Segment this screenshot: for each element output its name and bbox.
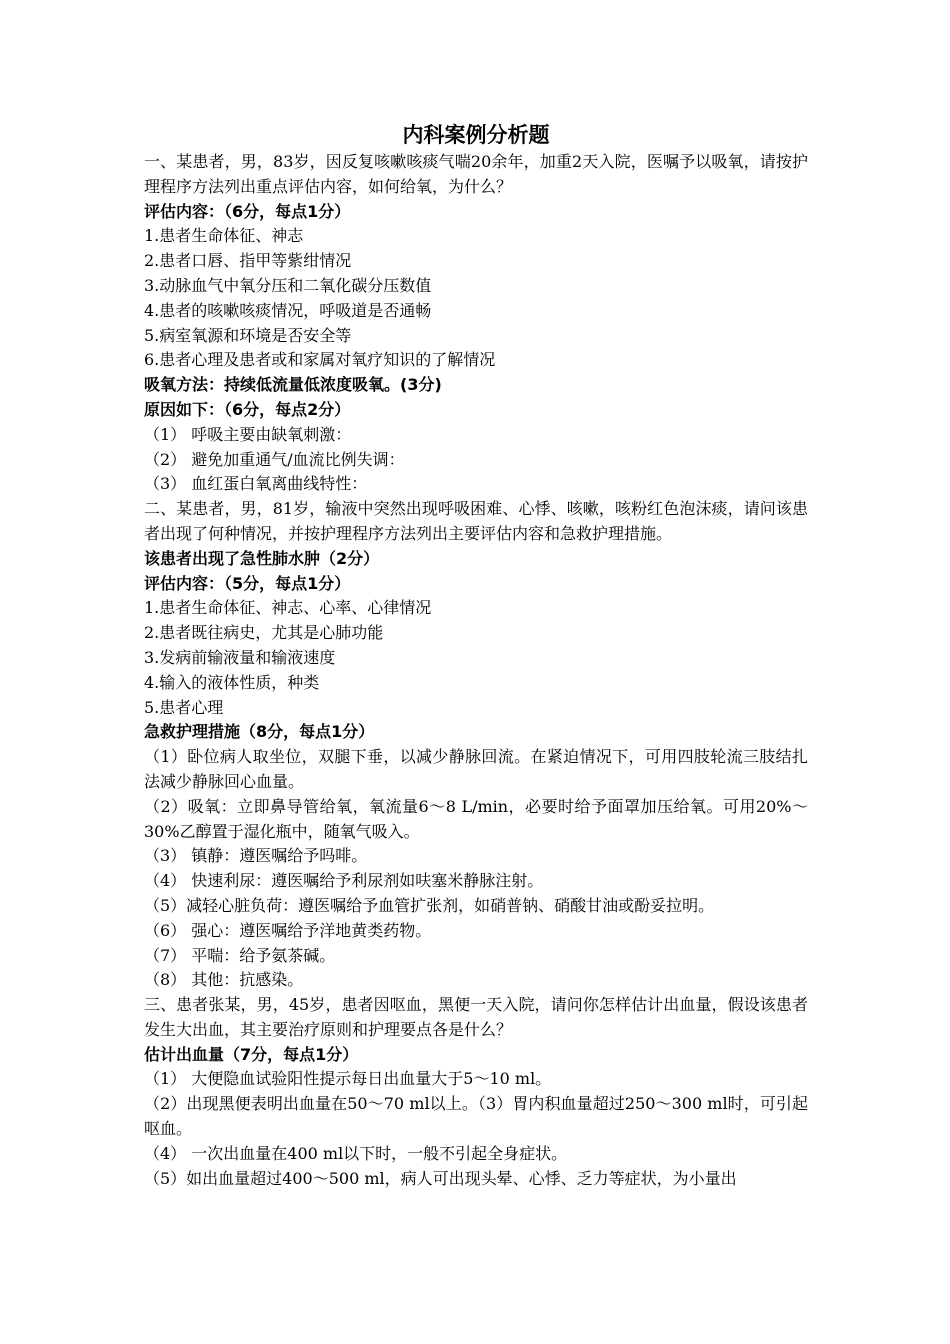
- text-line: 二、某患者，男，81岁，输液中突然出现呼吸困难、心悸、咳嗽，咳粉红色泡沫痰，请问该患者出现了何种情况，并按护理程序方法列出主要评估内容和急救护理措施。: [144, 499, 808, 543]
- text-line: 1.患者生命体征、神志: [144, 226, 304, 246]
- text-line: 3.动脉血气中氧分压和二氧化碳分压数值: [144, 275, 432, 295]
- document-body: [144, 150, 808, 1191]
- text-line: （8） 其他：抗感染。: [144, 970, 304, 990]
- text-line: 5.病室氧源和环境是否安全等: [144, 325, 352, 345]
- text-line: （5）减轻心脏负荷：遵医嘱给予血管扩张剂，如硝普钠、硝酸甘油或酚妥拉明。: [144, 895, 715, 915]
- text-line: （6） 强心：遵医嘱给予洋地黄类药物。: [144, 920, 432, 940]
- text-line: （3） 镇静：遵医嘱给予吗啡。: [144, 846, 368, 866]
- text-line: （1） 大便隐血试验阳性提示每日出血量大于5～10 ml。: [144, 1069, 552, 1089]
- text-line: （1） 呼吸主要由缺氧刺激：: [144, 424, 352, 444]
- text-line: 2.患者既往病史，尤其是心肺功能: [144, 623, 384, 643]
- text-line: （5）如出血量超过400～500 ml，病人可出现头晕、心悸、乏力等症状，为小量出: [144, 1168, 737, 1188]
- text-line: 4.输入的液体性质，种类: [144, 672, 320, 692]
- text-line: 4.患者的咳嗽咳痰情况，呼吸道是否通畅: [144, 300, 432, 320]
- text-line: 5.患者心理: [144, 697, 224, 717]
- text-line: 3.发病前输液量和输液速度: [144, 647, 336, 667]
- text-line: 6.患者心理及患者或和家属对氧疗知识的了解情况: [144, 350, 496, 370]
- text-line: （3） 血红蛋白氧离曲线特性：: [144, 474, 368, 494]
- document-page: [144, 120, 808, 1191]
- text-line: （4） 快速利尿：遵医嘱给予利尿剂如呋塞米静脉注射。: [144, 871, 544, 891]
- section-heading: 吸氧方法：持续低流量低浓度吸氧。(3分): [144, 375, 442, 395]
- section-heading: 估计出血量（7分，每点1分）: [144, 1044, 359, 1064]
- text-line: （2）吸氧：立即鼻导管给氧，氧流量6～8 L/min，必要时给予面罩加压给氧。可用20%～30%乙醇置于湿化瓶中，随氧气吸入。: [144, 796, 808, 841]
- text-line: （2） 避免加重通气/血流比例失调：: [144, 449, 405, 469]
- text-line: （2）出现黑便表明出血量在50～70 ml以上。（3）胃内积血量超过250～300 ml时，可引起呕血。: [144, 1094, 808, 1139]
- text-line: （1）卧位病人取坐位，双腿下垂，以减少静脉回流。在紧迫情况下，可用四肢轮流三肢结扎法减少静脉回心血量。: [144, 747, 808, 791]
- text-line: 2.患者口唇、指甲等紫绀情况: [144, 251, 352, 271]
- text-line: 1.患者生命体征、神志、心率、心律情况: [144, 598, 432, 618]
- text-line: 三、患者张某，男，45岁，患者因呕血，黑便一天入院，请问你怎样估计出血量，假设该患者发生大出血，其主要治疗原则和护理要点各是什么？: [144, 995, 808, 1039]
- section-heading: 该患者出现了急性肺水肿（2分）: [144, 548, 380, 568]
- section-heading: 评估内容：（6分，每点1分）: [144, 201, 351, 221]
- text-line: （7） 平喘：给予氨茶碱。: [144, 945, 336, 965]
- section-heading: 原因如下：（6分，每点2分）: [144, 399, 351, 419]
- text-line: 一、某患者，男，83岁，因反复咳嗽咳痰气喘20余年，加重2天入院，医嘱予以吸氧，请按护理程序方法列出重点评估内容，如何给氧，为什么？: [144, 152, 808, 196]
- text-line: （4） 一次出血量在400 ml以下时，一般不引起全身症状。: [144, 1143, 568, 1163]
- section-heading: 急救护理措施（8分，每点1分）: [144, 722, 375, 742]
- section-heading: 评估内容：（5分，每点1分）: [144, 573, 351, 593]
- document-title: 内科案例分析题: [402, 123, 550, 147]
